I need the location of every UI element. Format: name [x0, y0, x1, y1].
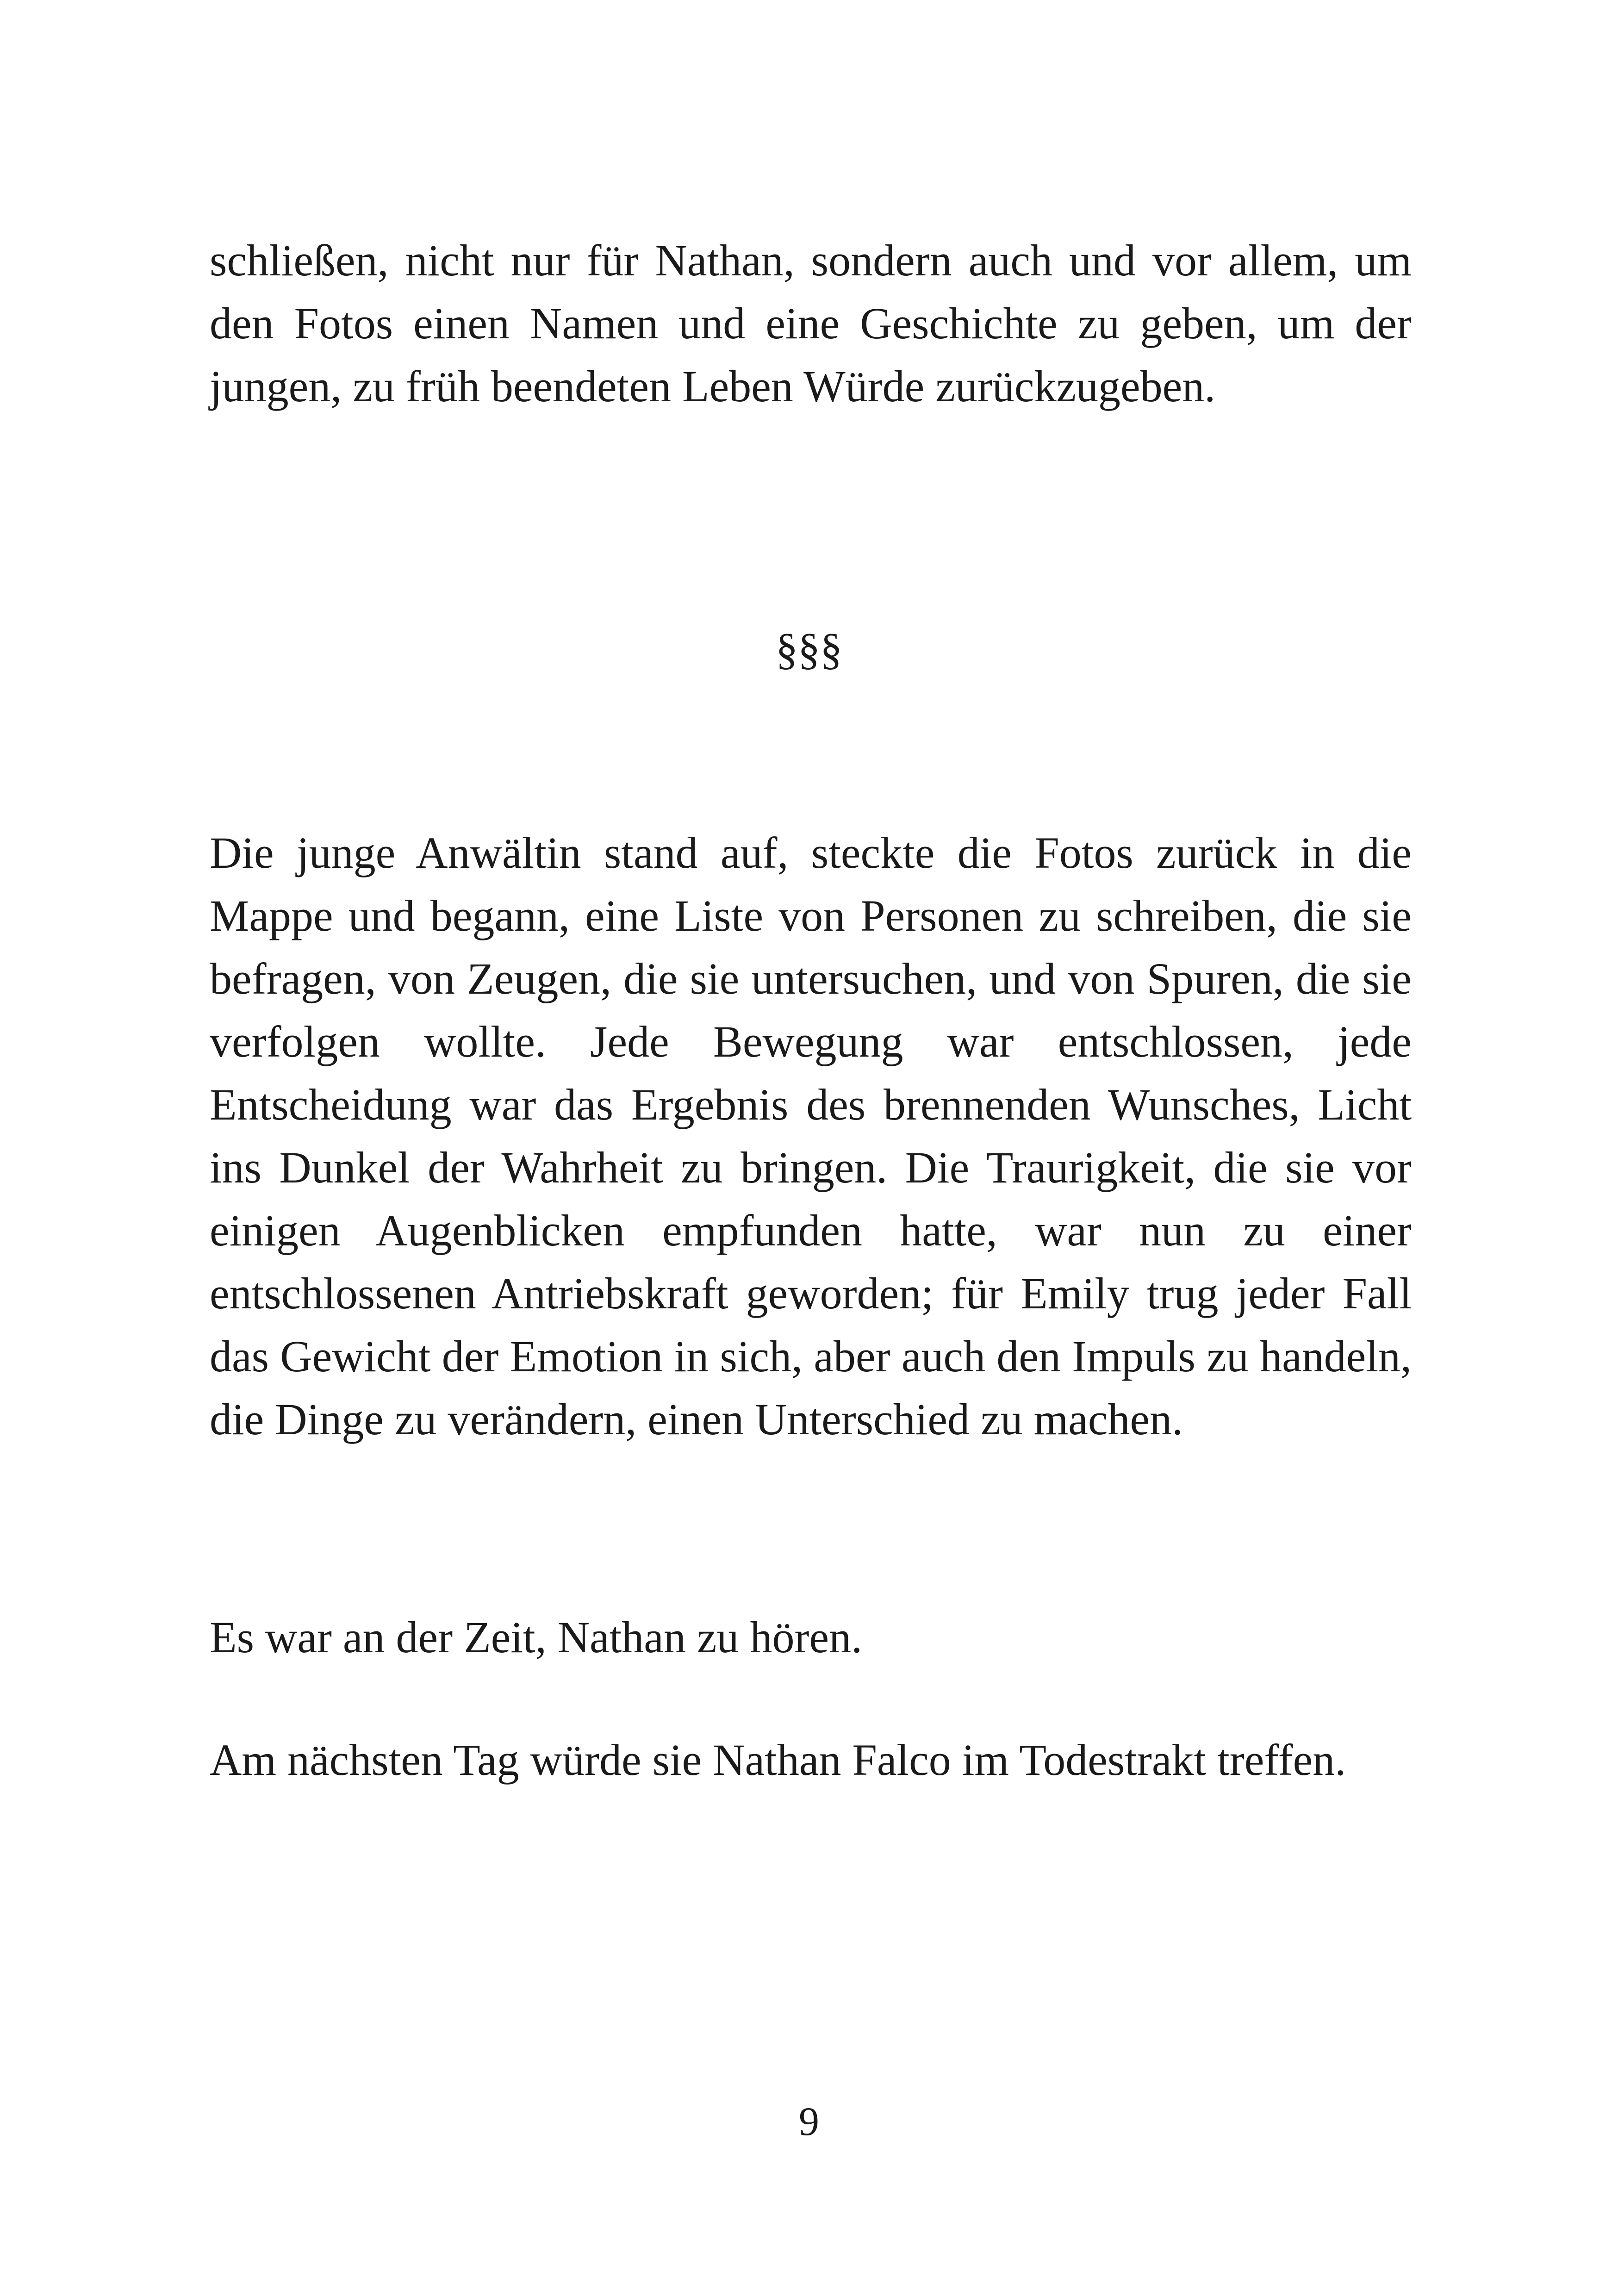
paragraph-text: Am nächsten Tag würde sie Nathan Falco im Todestrakt treffen.	[210, 1735, 1346, 1785]
paragraph-text: Die junge Anwältin stand auf, steckte die Fotos zurück in die Mappe und begann, eine Liste von Personen zu schreiben, die sie befragen, von Zeugen, die sie untersuchen, und von Spuren, die sie verfolgen wollte. Jede Bewegung war entschlossen, jede Entscheidung war das Ergebnis des brennenden Wunsches, Licht ins Dunkel der Wahrheit zu bringen. Die Traurigkeit, die sie vor einigen Augenblicken empfunden hatte, war nun zu einer entschlossenen Antriebskraft geworden; für Emily trug jeder Fall das Gewicht der Emotion in sich, aber auch den Impuls zu handeln, die Dinge zu verändern, einen Unterschied zu machen.	[210, 828, 1412, 1444]
paragraph-text: Es war an der Zeit, Nathan zu hören.	[210, 1612, 863, 1662]
paragraph-text: schließen, nicht nur für Nathan, sondern auch und vor allem, um den Fotos einen Namen und eine Geschichte zu geben, um der jungen, zu früh beendeten Leben Würde zurückzugeben.	[210, 236, 1412, 411]
section-separator: §§§	[776, 624, 842, 674]
paragraph-2	[210, 821, 1412, 1451]
paragraph-3	[210, 1606, 1412, 1669]
page-number: 9	[799, 2099, 819, 2144]
paragraph-1	[210, 229, 1412, 418]
paragraph-4	[210, 1729, 1412, 1792]
